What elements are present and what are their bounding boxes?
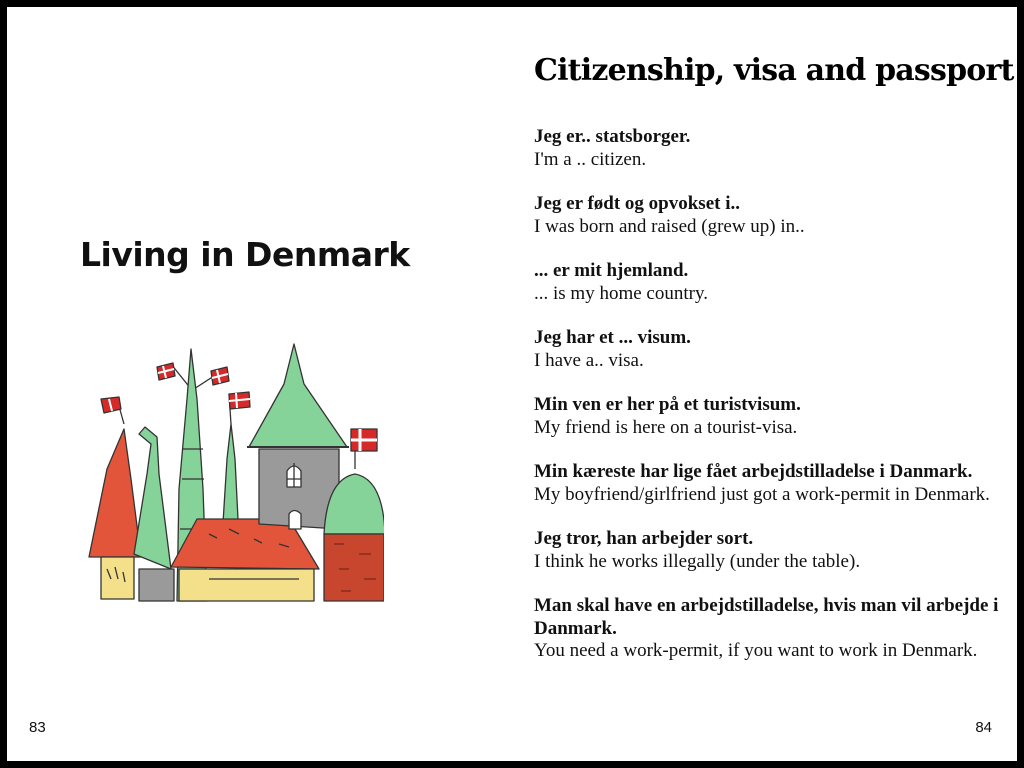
danish-phrase: Jeg har et ... visum. xyxy=(534,327,691,348)
phrase-item xyxy=(534,595,1004,663)
english-translation: ... is my home country. xyxy=(534,282,708,304)
danish-phrase: Jeg tror, han arbejder sort. xyxy=(534,528,754,549)
book-spread xyxy=(7,7,1017,761)
phrase-item xyxy=(534,528,1004,573)
phrase-item xyxy=(534,126,1004,171)
chapter-title: Citizenship, visa and passport xyxy=(534,53,1014,88)
phrase-list xyxy=(534,126,1004,685)
english-translation: I was born and raised (grew up) in.. xyxy=(534,215,805,237)
page-number-right: 84 xyxy=(975,719,992,736)
flag-4 xyxy=(351,429,377,451)
flag-3 xyxy=(229,392,250,409)
section-title: Living in Denmark xyxy=(80,235,410,274)
english-translation: My boyfriend/girlfriend just got a work-permit in Denmark. xyxy=(534,483,990,505)
flag-1 xyxy=(157,363,175,380)
flag-left xyxy=(101,397,121,413)
phrase-item xyxy=(534,394,1004,439)
english-translation: You need a work-permit, if you want to work in Denmark. xyxy=(534,640,978,661)
phrase-item xyxy=(534,461,1004,506)
phrase-item xyxy=(534,260,1004,305)
left-page xyxy=(7,7,512,761)
flag-2 xyxy=(211,367,229,385)
danish-phrase: Jeg er født og opvokset i.. xyxy=(534,193,740,214)
danish-phrase: ... er mit hjemland. xyxy=(534,260,689,281)
english-translation: My friend is here on a tourist-visa. xyxy=(534,416,798,438)
page-number-left: 83 xyxy=(29,719,46,736)
phrase-item xyxy=(534,327,1004,372)
copenhagen-skyline-illustration xyxy=(79,329,384,604)
danish-phrase: Man skal have en arbejdstilladelse, hvis man vil arbejde i Danmark. xyxy=(534,595,999,639)
right-page xyxy=(512,7,1017,761)
english-translation: I think he works illegally (under the table). xyxy=(534,550,861,572)
english-translation: I'm a .. citizen. xyxy=(534,148,647,170)
danish-phrase: Min kæreste har lige fået arbejdstilladelse i Danmark. xyxy=(534,461,973,482)
danish-phrase: Jeg er.. statsborger. xyxy=(534,126,691,147)
phrase-item xyxy=(534,193,1004,238)
english-translation: I have a.. visa. xyxy=(534,349,644,371)
danish-phrase: Min ven er her på et turistvisum. xyxy=(534,394,801,415)
